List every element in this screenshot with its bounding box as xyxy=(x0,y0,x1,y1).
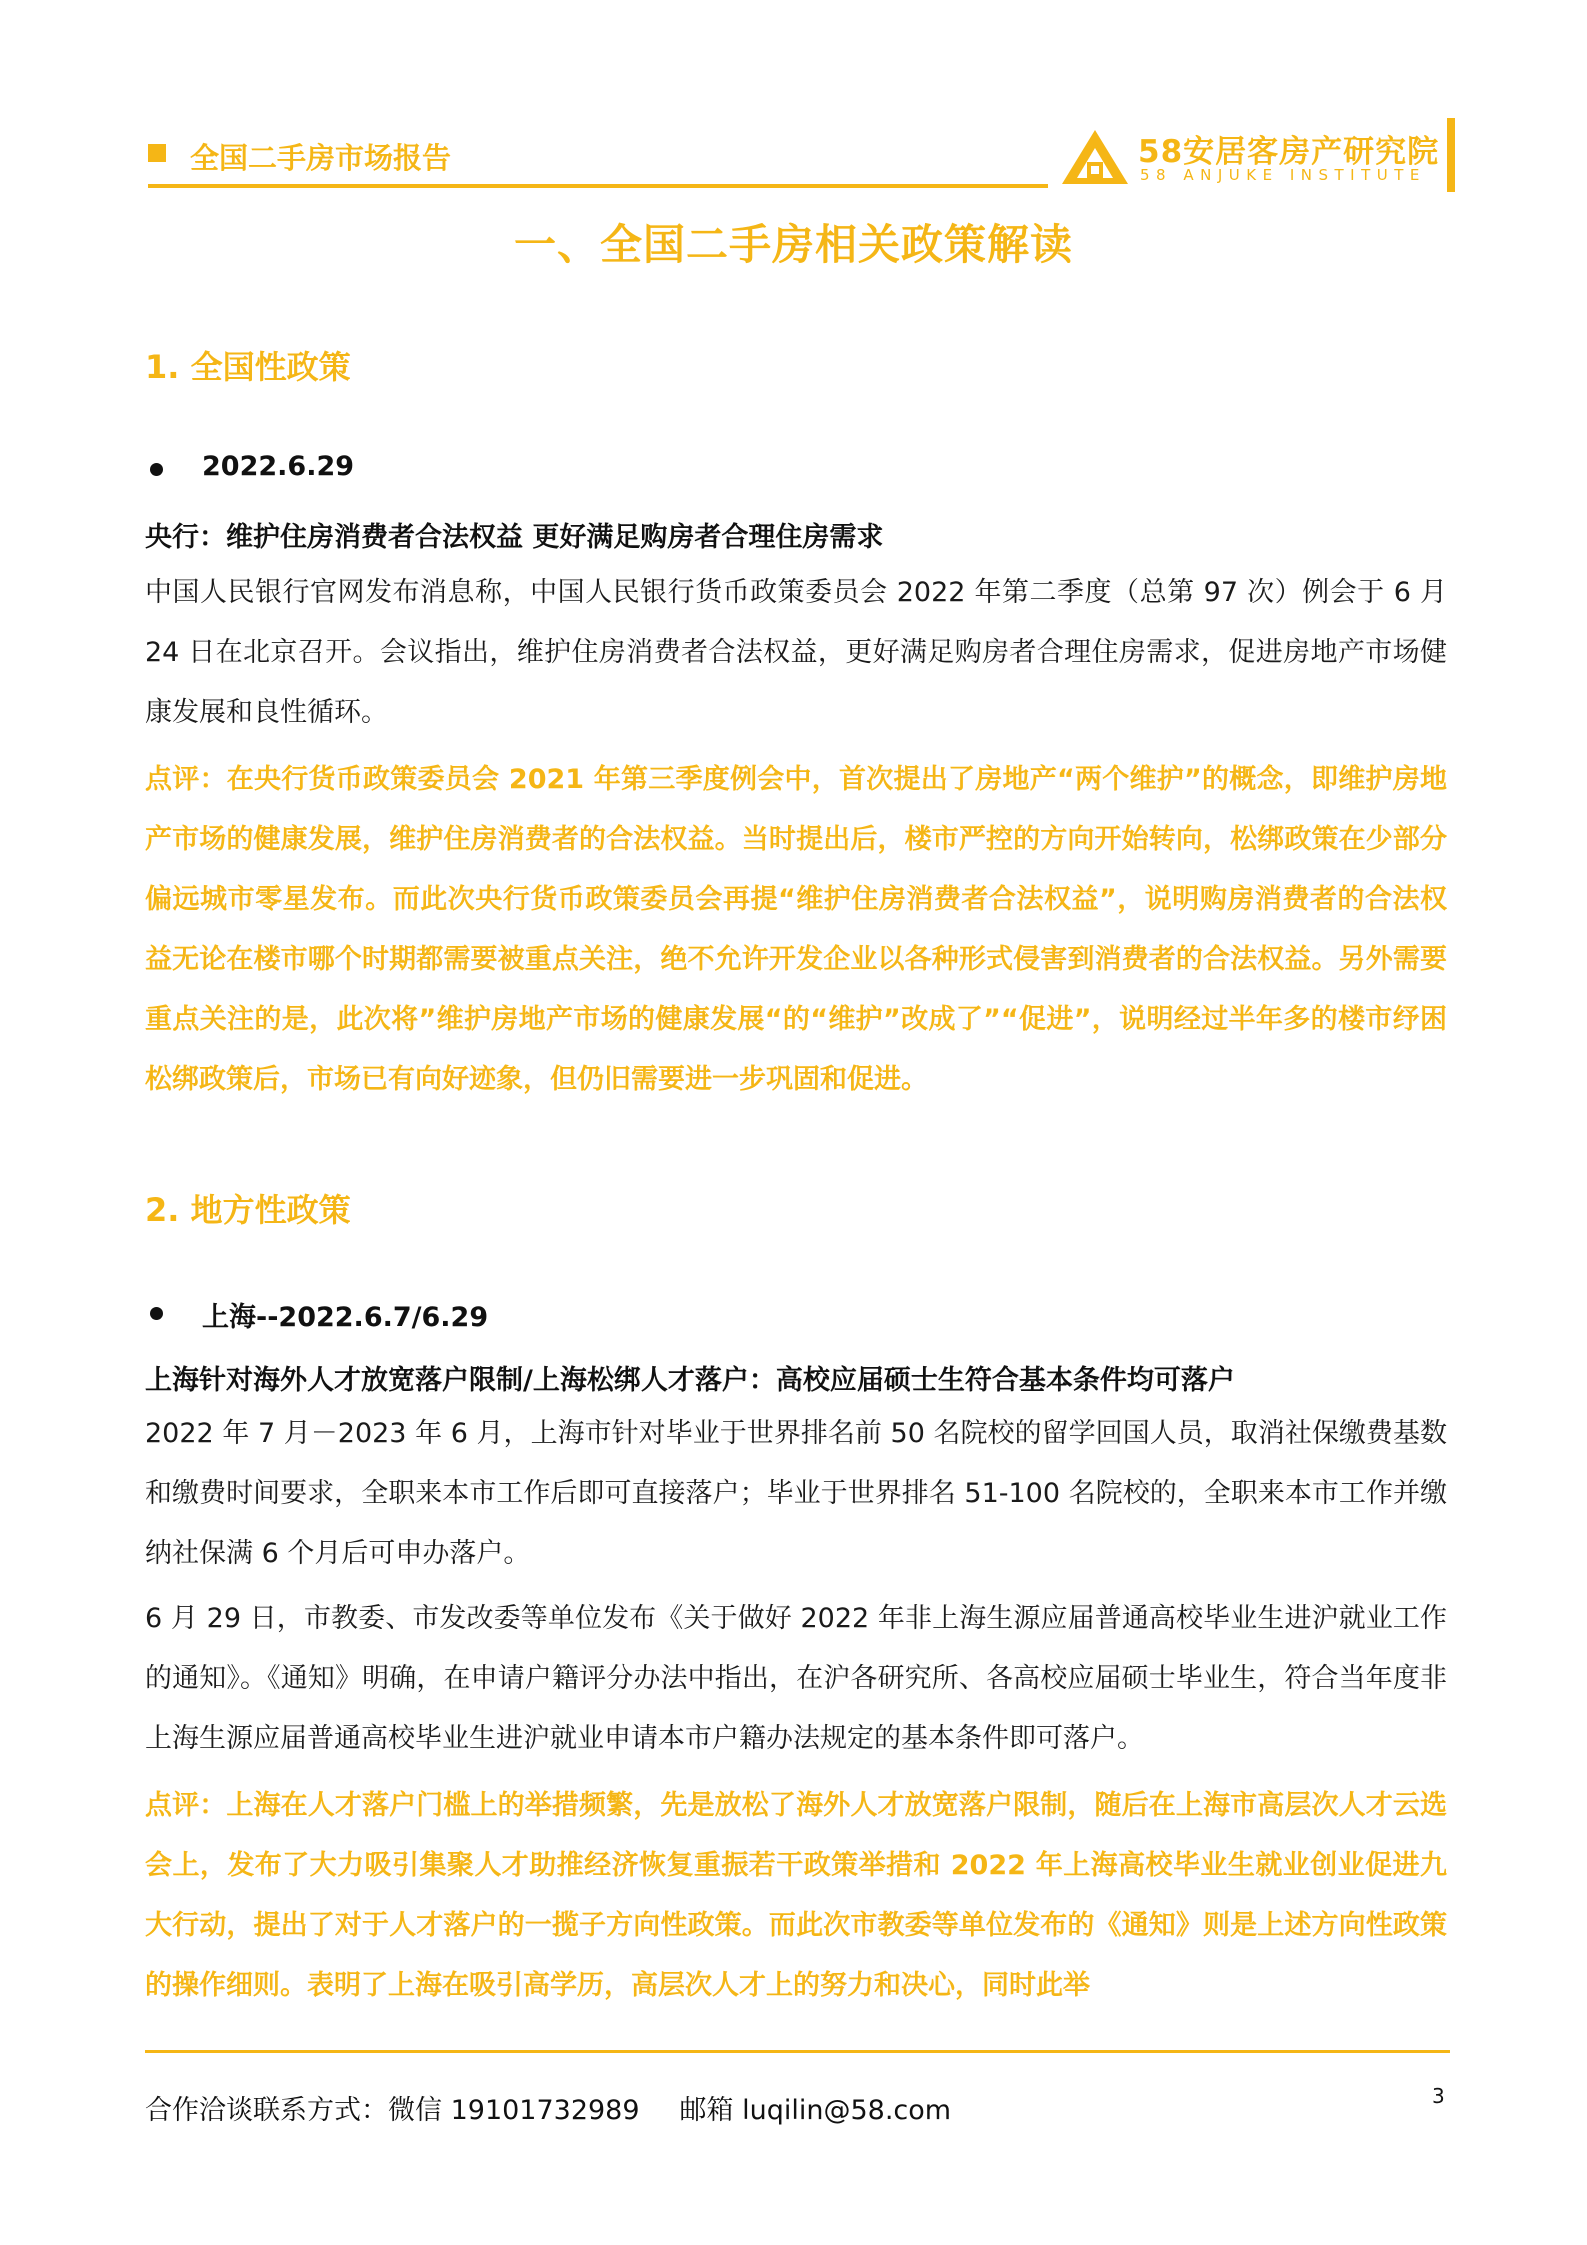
policy-comment: 点评：在央行货币政策委员会 2021 年第三季度例会中，首次提出了房地产“两个维护”的概念，即维护房地产市场的健康发展，维护住房消费者的合法权益。当时提出后，楼市严控的方向开始转向，松绑政策在少部分偏远城市零星发布。而此次央行货币政策委员会再提“维护住房消费者合法权益”，说明购房消费者的合法权益无论在楼市哪个时期都需要被重点关注，绝不允许开发企业以各种形式侵害到消费者的合法权益。另外需要重点关注的是，此次将”维护房地产市场的健康发展“的“维护”改成了”“促进”，说明经过半年多的楼市纾困松绑政策后，市场已有向好迹象，但仍旧需要进一步巩固和促进。 xyxy=(145,764,1447,1095)
contact-wechat: 合作洽谈联系方式：微信 19101732989 xyxy=(145,2095,640,2126)
policy-date: 2022.6.29 xyxy=(202,451,355,482)
footer-divider xyxy=(145,2050,1450,2053)
page-number: 3 xyxy=(1432,2084,1445,2108)
institute-name-en: 58 ANJUKE INSTITUTE xyxy=(1140,166,1426,184)
bullet-icon xyxy=(150,463,163,476)
policy-comment: 点评：上海在人才落户门槛上的举措频繁，先是放松了海外人才放宽落户限制，随后在上海市高层次人才云选会上，发布了大力吸引集聚人才助推经济恢复重振若干政策举措和 2022 年上海高校毕业生就业创业促进九大行动，提出了对于人才落户的一揽子方向性政策。而此次市教委等单位发布的《通知》则是上述方向性政策的操作细则。表明了上海在吸引高学历，高层次人才上的努力和决心，同时此举 xyxy=(145,1790,1447,2001)
header-divider xyxy=(148,184,1048,188)
header-square-icon xyxy=(148,144,166,162)
policy-body-paragraph: 2022 年 7 月－2023 年 6 月，上海市针对毕业于世界排名前 50 名院校的留学回国人员，取消社保缴费基数和缴费时间要求，全职来本市工作后即可直接落户；毕业于世界排名 51-100 名院校的，全职来本市工作并缴纳社保满 6 个月后可申办落户。 xyxy=(145,1418,1447,1569)
bullet-icon xyxy=(150,1307,163,1320)
report-series-title: 全国二手房市场报告 xyxy=(190,141,452,175)
policy-body-paragraph: 6 月 29 日，市教委、市发改委等单位发布《关于做好 2022 年非上海生源应届普通高校毕业生进沪就业工作的通知》。《通知》明确，在申请户籍评分办法中指出，在沪各研究所、各高校应届硕士毕业生，符合当年度非上海生源应届普通高校毕业生进沪就业申请本市户籍办法规定的基本条件即可落户。 xyxy=(145,1603,1447,1754)
section-heading: 2. 地方性政策 xyxy=(145,1191,351,1229)
policy-date: 上海--2022.6.7/6.29 xyxy=(202,1302,489,1333)
page-title: 一、全国二手房相关政策解读 xyxy=(513,220,1073,269)
policy-headline: 上海针对海外人才放宽落户限制/上海松绑人才落户：高校应届硕士生符合基本条件均可落户 xyxy=(145,1365,1235,1396)
contact-email: 邮箱 luqilin@58.com xyxy=(679,2095,952,2126)
policy-body-paragraph: 中国人民银行官网发布消息称，中国人民银行货币政策委员会 2022 年第二季度（总第 97 次）例会于 6 月 24 日在北京召开。会议指出，维护住房消费者合法权益，更好满足购房者合理住房需求，促进房地产市场健康发展和良性循环。 xyxy=(145,577,1447,728)
header-accent-bar xyxy=(1447,118,1455,192)
policy-headline: 央行：维护住房消费者合法权益 更好满足购房者合理住房需求 xyxy=(145,522,884,553)
anjuke-logo-icon xyxy=(1060,128,1130,186)
footer-contact xyxy=(145,2088,951,2127)
institute-name: 58安居客房产研究院 xyxy=(1138,134,1440,170)
section-heading: 1. 全国性政策 xyxy=(145,348,351,386)
